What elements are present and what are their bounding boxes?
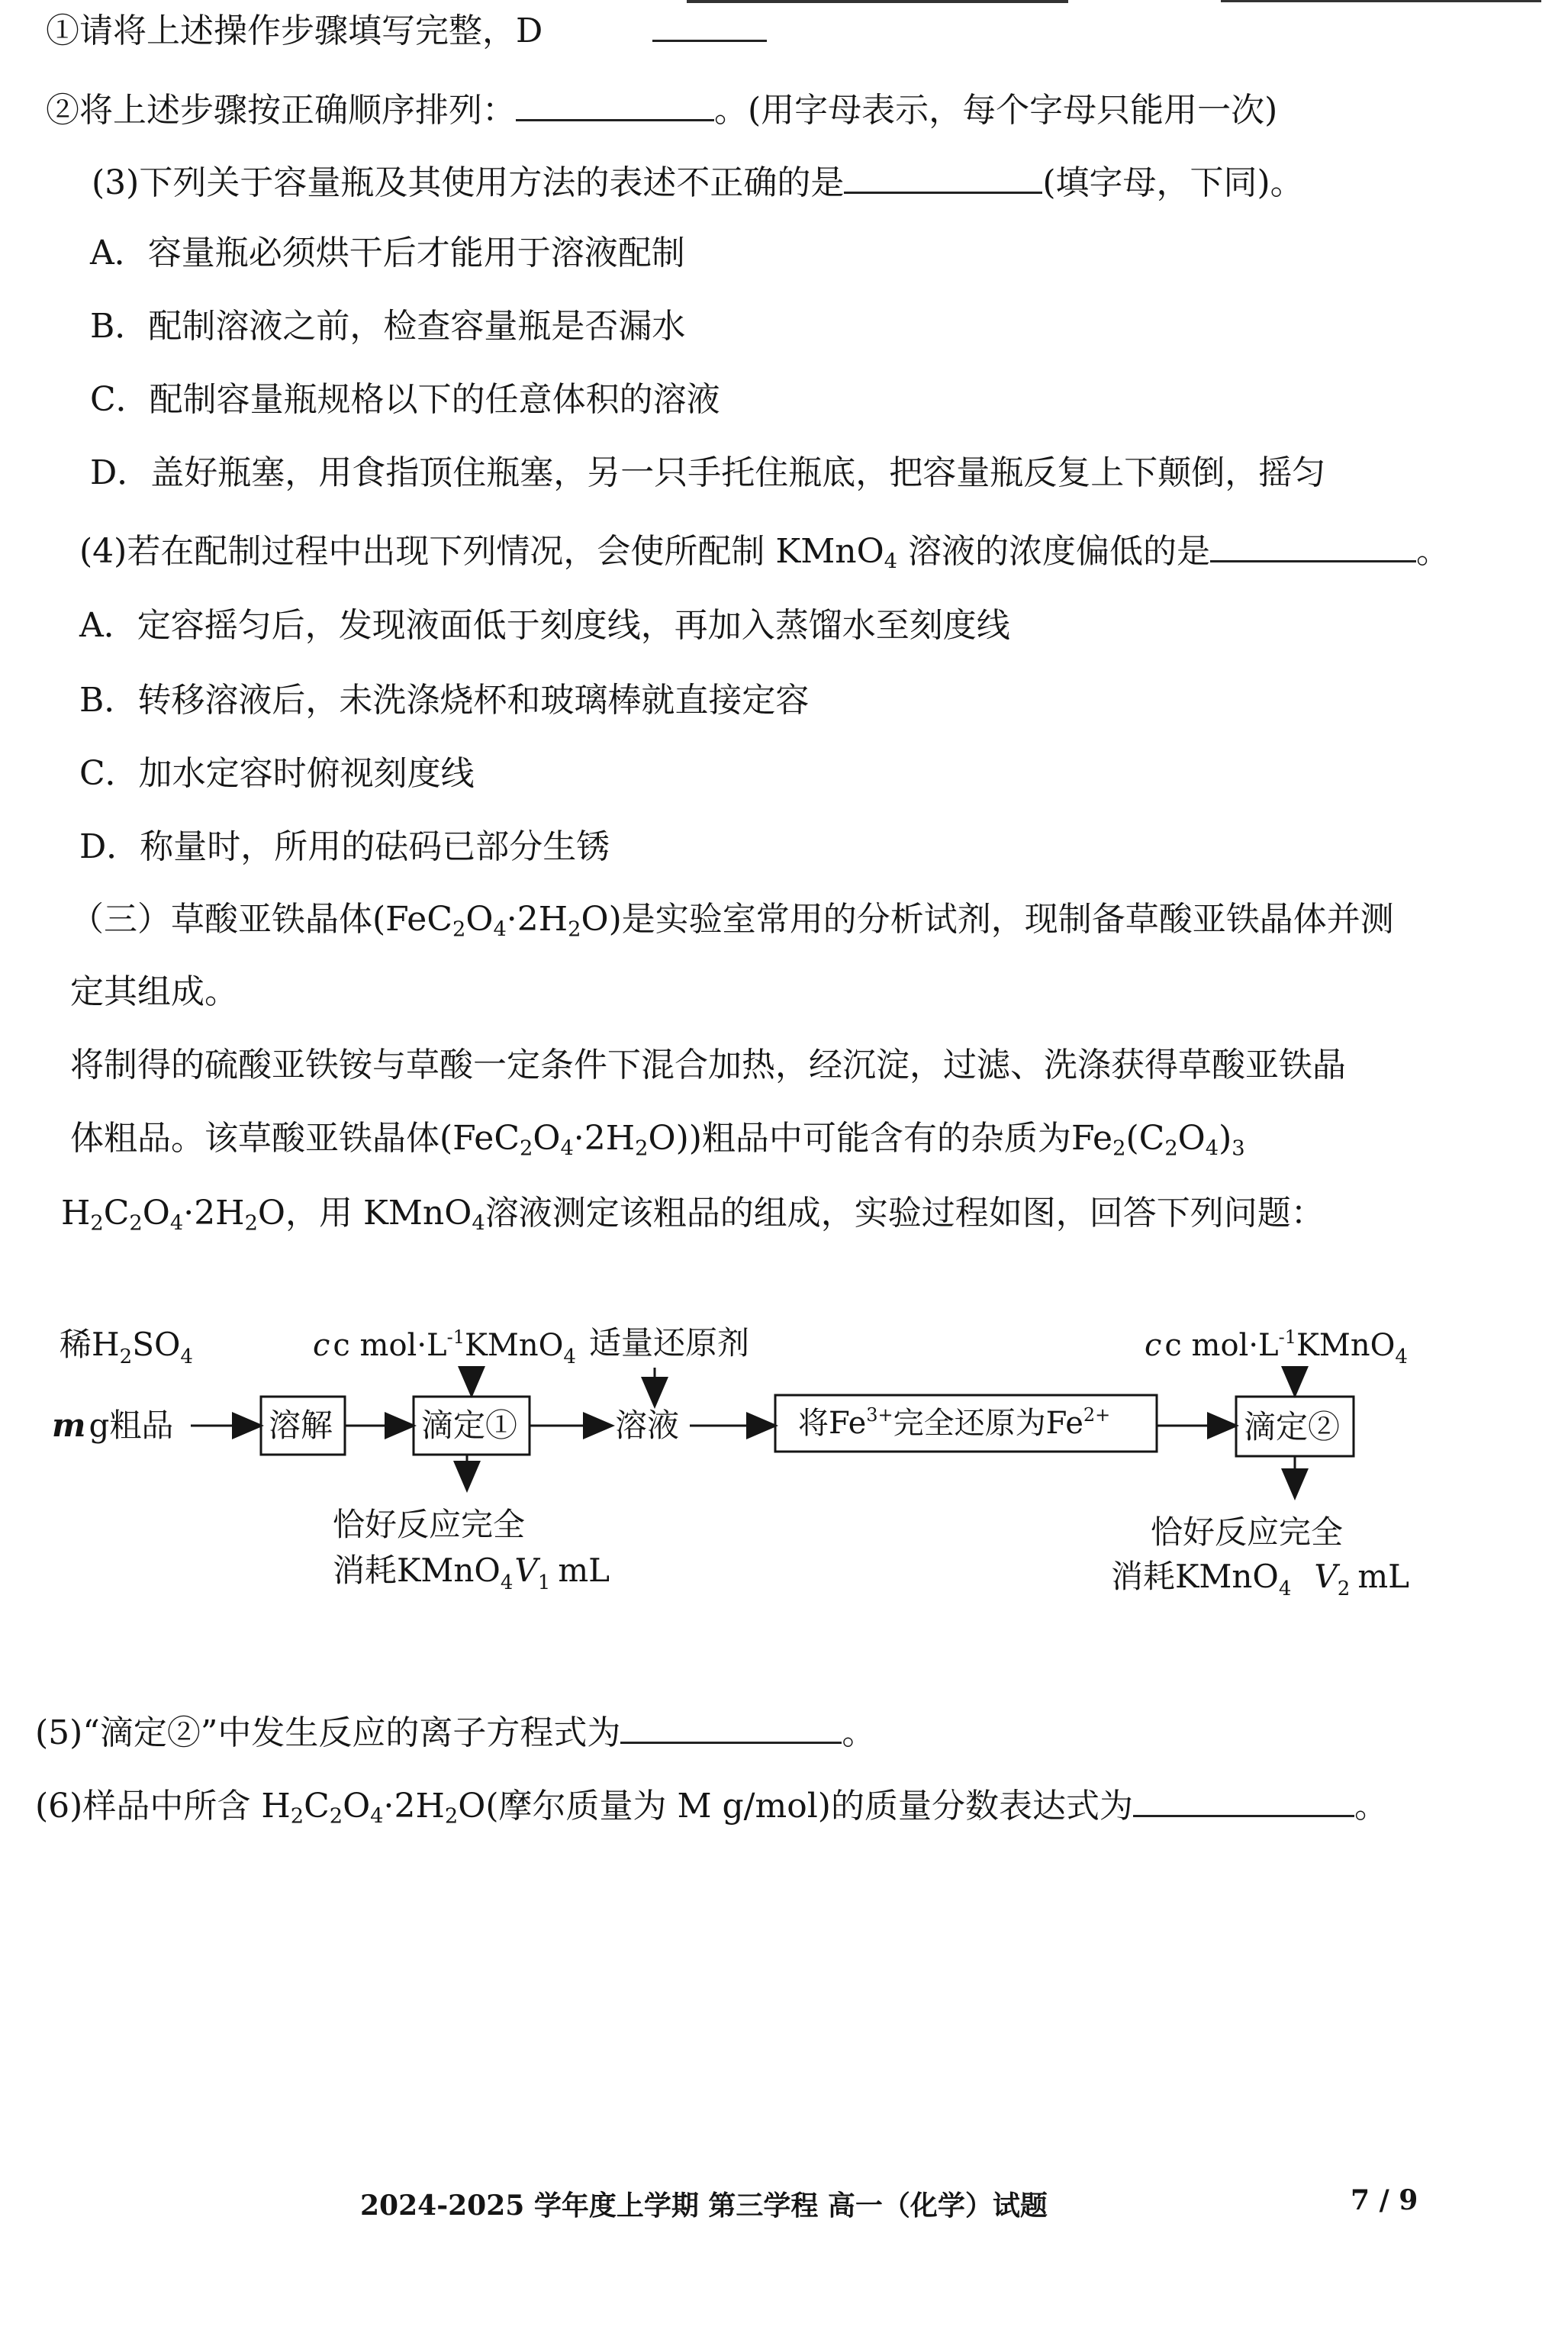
reagent-label-2: c c $mol\cdot L^{-1}KMnO_4$ <box>1145 1326 1408 1368</box>
reagent-label-1: c c $mol\cdot L^{-1}KMnO_4$ <box>313 1326 576 1368</box>
titration2-text: 滴定② <box>1244 1408 1341 1445</box>
q5-line <box>35 1708 875 1756</box>
part3-para-text3: ，用 <box>285 1194 353 1233</box>
fe2c2o43-formula: $Fe_2(C_2O_4)_3$ <box>1071 1119 1245 1161</box>
part3-para-text: 体粗品。该草酸亚铁晶体( <box>70 1119 453 1158</box>
q2-sub1-text: ①请将上述操作步骤填写完整，D <box>46 11 543 50</box>
q2-sub1-line <box>46 6 767 54</box>
q6-text: (6)样品中所含 <box>35 1787 251 1826</box>
q4-stem-text2: 溶液的浓度偏低的是 <box>908 532 1211 571</box>
scan-edge-mark <box>1221 0 1541 2</box>
q4-option-b: B．转移溶液后，未洗涤烧杯和玻璃棒就直接定容 <box>79 681 810 720</box>
acid-label: 稀$H_2SO_4$ <box>60 1326 193 1368</box>
part3-text2: )是实验室常用的分析试剂，现制备草酸亚铁晶体并测 <box>608 900 1394 939</box>
reduce-text: 将$Fe^{3+}$完全还原为$Fe^{2+}$ <box>798 1404 1111 1441</box>
part3-intro-line2: 定其组成。 <box>70 972 238 1011</box>
q3-stem-note: (填字母，下同)。 <box>1042 163 1304 202</box>
part3-para-line2 <box>70 1116 1245 1162</box>
q6-period: 。 <box>1354 1787 1388 1826</box>
q5-text: (5)“滴定②”中发生反应的离子方程式为 <box>35 1713 621 1752</box>
fec2o4-formula: $FeC_2O_4\cdot 2H_2O$ <box>385 900 609 942</box>
experiment-flow-diagram <box>0 1305 1568 1641</box>
part3-text: （三）草酸亚铁晶体( <box>70 900 386 939</box>
solution-text: 溶液 <box>615 1407 680 1444</box>
q3-stem-text: (3)下列关于容量瓶及其使用方法的表述不正确的是 <box>92 163 845 202</box>
q4-period: 。 <box>1416 532 1450 571</box>
q6-text2: (摩尔质量为 M g/mol)的质量分数表达式为 <box>485 1787 1133 1826</box>
q3-option-a: A．容量瓶必须烘干后才能用于溶液配制 <box>90 234 685 272</box>
q2-sub2-note: 。(用字母表示，每个字母只能用一次) <box>714 91 1278 130</box>
answer-blank[interactable] <box>844 158 1042 194</box>
q5-period: 。 <box>842 1713 876 1752</box>
part3-para-line3 <box>61 1191 1325 1236</box>
q4-stem-text: (4)若在配制过程中出现下列情况，会使所配制 <box>79 532 765 571</box>
result1-line1: 恰好反应完全 <box>333 1506 526 1543</box>
part3-para-text2: )粗品中可能含有的杂质为 <box>688 1119 1071 1158</box>
q3-option-c: C．配制容量瓶规格以下的任意体积的溶液 <box>90 380 720 419</box>
result2-line2: 消耗KMnO$_4$ $V_2$ mL <box>1111 1558 1410 1600</box>
q4-stem <box>79 527 1450 575</box>
answer-blank[interactable] <box>620 1708 842 1744</box>
h2c2o4-formula: $H_2C_2O_4\cdot 2H_2O$ <box>261 1787 486 1829</box>
q3-option-b: B．配制溶液之前，检查容量瓶是否漏水 <box>90 307 686 346</box>
q4-option-a: A．定容摇匀后，发现液面低于刻度线，再加入蒸馏水至刻度线 <box>79 606 1010 645</box>
q2-sub2-line <box>46 85 1277 134</box>
q4-option-c: C．加水定容时俯视刻度线 <box>79 754 475 793</box>
answer-blank[interactable] <box>1133 1781 1354 1817</box>
fec2o4-formula: $FeC_2O_4\cdot 2H_2O$) <box>452 1119 689 1161</box>
part3-para-line1: 将制得的硫酸亚铁铵与草酸一定条件下混合加热，经沉淀，过滤、洗涤获得草酸亚铁晶 <box>70 1046 1346 1084</box>
kmno4-formula: KMnO$_4$ <box>363 1194 485 1236</box>
answer-blank[interactable] <box>1210 527 1416 562</box>
reductant-label: 适量还原剂 <box>589 1324 750 1362</box>
q6-line <box>35 1781 1388 1829</box>
q2-sub2-text: ②将上述步骤按正确顺序排列： <box>46 91 516 130</box>
answer-blank[interactable] <box>652 6 767 42</box>
titration1-text: 滴定① <box>421 1407 518 1444</box>
part3-para-text4: 溶液测定该粗品的组成，实验过程如图，回答下列问题： <box>485 1194 1325 1233</box>
answer-blank[interactable] <box>516 85 714 121</box>
scan-edge-mark <box>687 0 1068 3</box>
q3-stem <box>92 158 1304 206</box>
q4-option-d: D．称量时，所用的砝码已部分生锈 <box>79 827 610 866</box>
page-number: 7 / 9 <box>1351 2184 1418 2216</box>
q3-option-d: D．盖好瓶塞，用食指顶住瓶塞，另一只手托住瓶底，把容量瓶反复上下颠倒，摇匀 <box>90 453 1326 492</box>
h2c2o4-formula: $H_2C_2O_4\cdot 2H_2O$ <box>61 1194 285 1236</box>
dissolve-text: 溶解 <box>269 1407 333 1444</box>
part3-intro-line1 <box>70 897 1394 943</box>
result1-line2: 消耗$KMnO_4V_1$ mL <box>333 1552 610 1594</box>
sample-label: mg粗品 <box>52 1407 174 1444</box>
result2-line1: 恰好反应完全 <box>1151 1513 1344 1551</box>
footer-title: 2024-2025 学年度上学期 第三学程 高一（化学）试题 <box>360 2190 1048 2222</box>
kmno4-formula: KMnO$_4$ <box>775 532 898 574</box>
